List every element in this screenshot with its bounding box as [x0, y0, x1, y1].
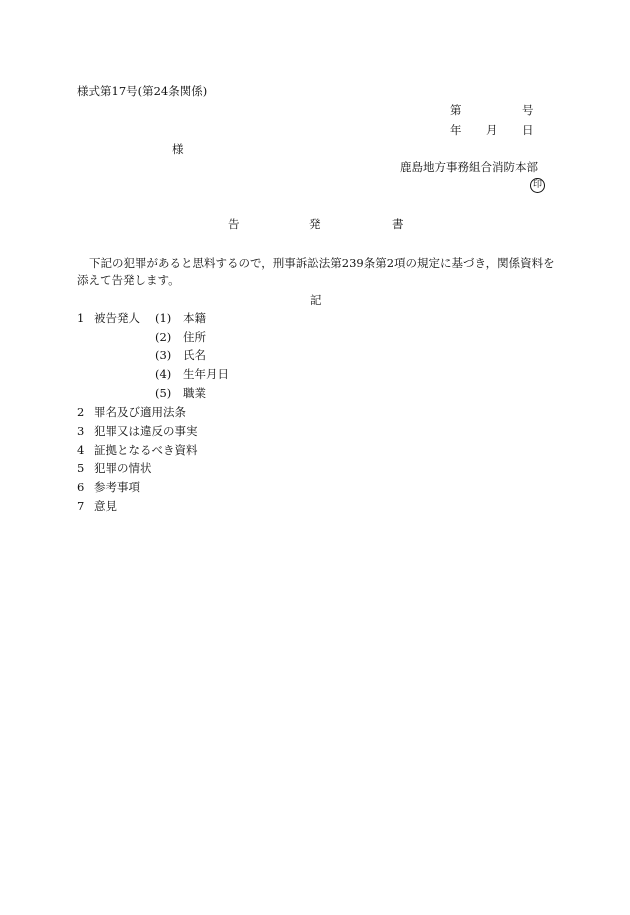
date-day: 日	[522, 123, 534, 137]
subitem-number-1: (1)	[155, 311, 172, 325]
subitem-label-5: 職業	[183, 386, 206, 400]
document-title-char-1: 告	[228, 217, 240, 231]
item-number-7: 7	[77, 499, 85, 513]
number-dai: 第	[450, 103, 462, 117]
subitem-label-3: 氏名	[183, 348, 206, 362]
subitem-number-4: (4)	[155, 367, 172, 381]
body-paragraph: 下記の犯罪があると思料するので，刑事訴訟法第239条第2項の規定に基づき，関係資料を添えて告発します。	[77, 256, 555, 287]
item-number-3: 3	[77, 424, 85, 438]
subitem-number-3: (3)	[155, 348, 172, 362]
item-label-7: 意見	[94, 499, 117, 513]
seal-icon: 印	[530, 178, 545, 193]
ki-heading: 記	[310, 293, 322, 307]
item-number-5: 5	[77, 461, 85, 475]
date-month: 月	[486, 123, 498, 137]
subitem-label-2: 住所	[183, 330, 206, 344]
form-number: 様式第17号(第24条関係)	[77, 84, 208, 98]
addressee-suffix: 様	[172, 142, 184, 156]
item-label-4: 証拠となるべき資料	[94, 443, 198, 457]
organization-name: 鹿島地方事務組合消防本部	[400, 160, 538, 174]
item-label-5: 犯罪の情状	[94, 461, 152, 475]
item-label-3: 犯罪又は違反の事実	[94, 424, 198, 438]
item-number-6: 6	[77, 480, 85, 494]
document-title-char-2: 発	[309, 217, 321, 231]
subitem-label-1: 本籍	[183, 311, 206, 325]
item-number-4: 4	[77, 443, 85, 457]
item-number-2: 2	[77, 405, 85, 419]
subitem-number-5: (5)	[155, 386, 172, 400]
date-year: 年	[450, 123, 462, 137]
subitem-number-2: (2)	[155, 330, 172, 344]
item-number-1: 1	[77, 311, 85, 325]
document-title-char-3: 書	[392, 217, 404, 231]
number-go: 号	[522, 103, 534, 117]
item-label-1: 被告発人	[94, 311, 140, 325]
item-label-6: 参考事項	[94, 480, 140, 494]
subitem-label-4: 生年月日	[183, 367, 229, 381]
item-label-2: 罪名及び適用法条	[94, 405, 186, 419]
